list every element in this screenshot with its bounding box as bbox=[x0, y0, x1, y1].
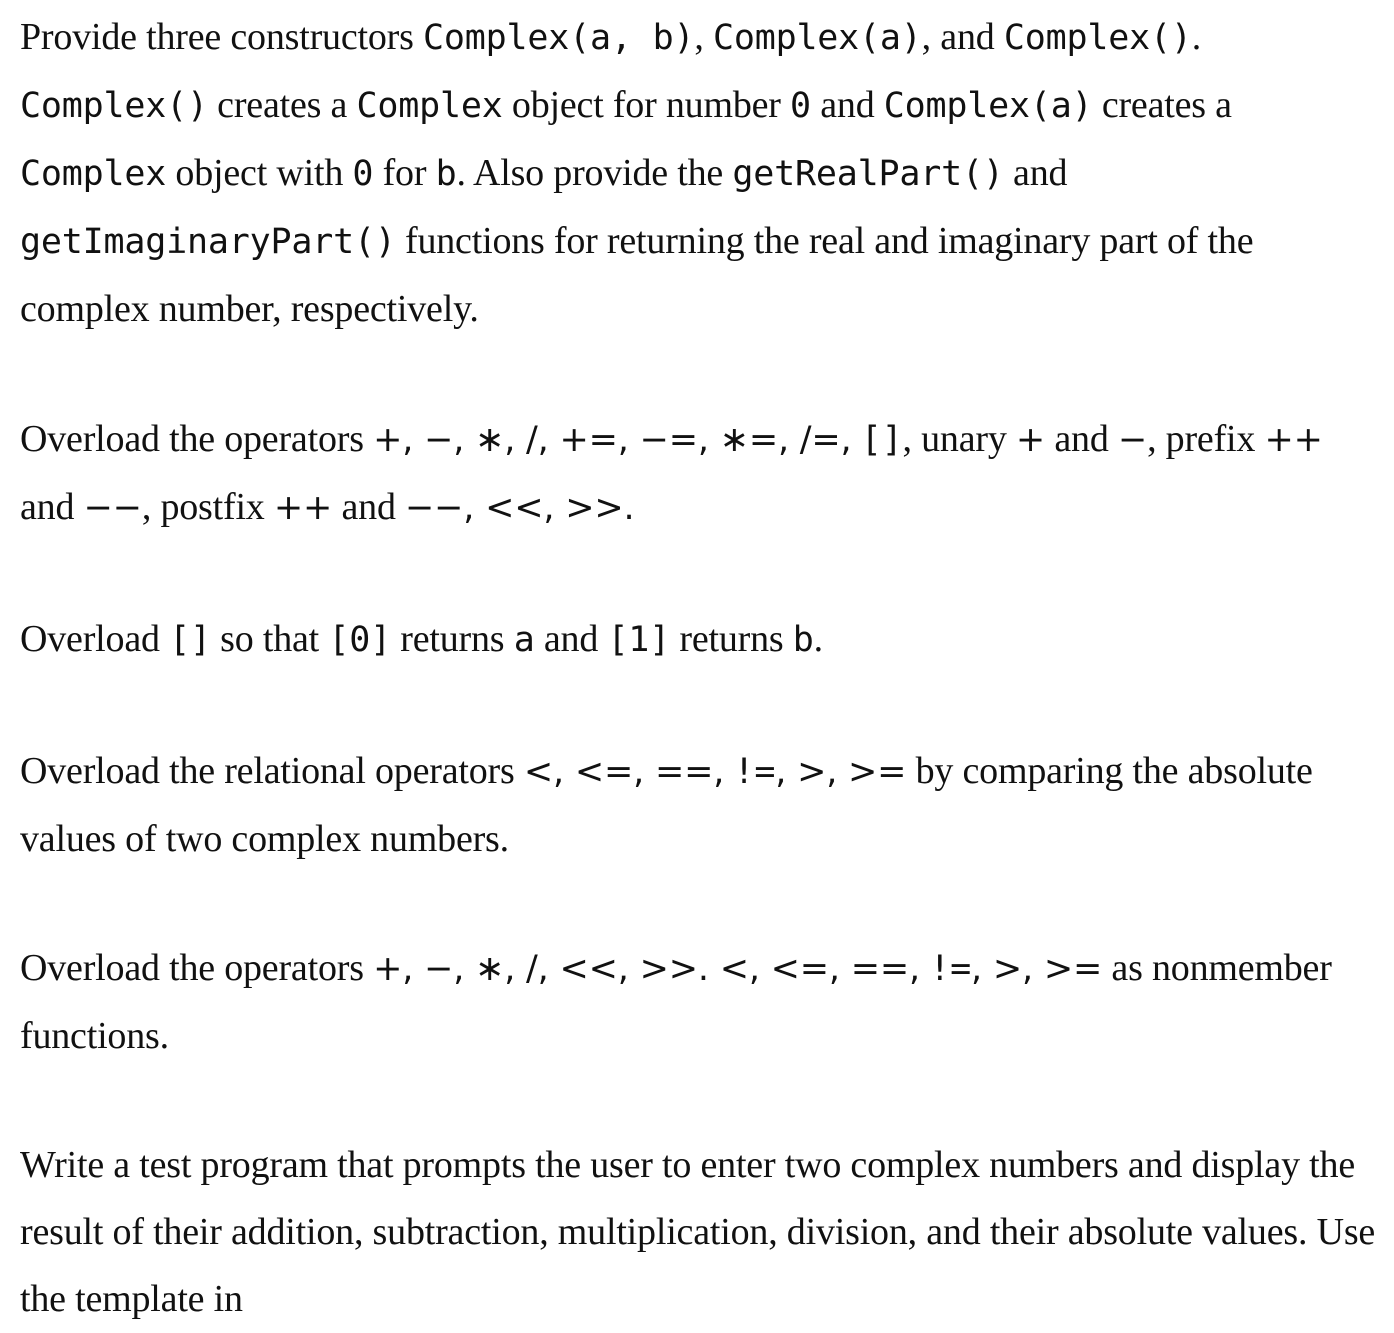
text-run: by comparing the absolute values of two complex numbers. bbox=[20, 750, 1313, 860]
inline-code: Complex(a) bbox=[883, 86, 1093, 126]
relational-operators-paragraph bbox=[20, 738, 1380, 873]
inline-code: [] bbox=[169, 620, 211, 660]
test-program-paragraph bbox=[20, 1132, 1380, 1333]
text-run: object for number bbox=[502, 84, 791, 126]
text-run: creates a bbox=[207, 84, 357, 126]
text-run: , prefix bbox=[1147, 418, 1265, 460]
inline-code: != bbox=[733, 752, 776, 792]
text-run: for bbox=[373, 152, 436, 194]
text-run bbox=[920, 947, 929, 989]
text-run: , postfix bbox=[141, 486, 274, 528]
inline-code: Complex(a, b) bbox=[423, 18, 695, 58]
document-body bbox=[20, 4, 1380, 1333]
inline-code: Complex(a) bbox=[712, 18, 922, 58]
text-run: Write a test program that prompts the user to enter two complex numbers and display the result of their addition, subtraction, multiplication, division, and their absolute values. Use the template in bbox=[20, 1144, 1376, 1320]
text-run: so that bbox=[210, 618, 329, 660]
inline-code: a bbox=[513, 620, 535, 660]
text-run: and bbox=[332, 486, 406, 528]
text-run: . bbox=[1191, 16, 1202, 58]
text-run: and bbox=[1003, 152, 1068, 194]
constructors-paragraph bbox=[20, 4, 1380, 343]
inline-code: [] bbox=[860, 420, 903, 460]
text-run: and bbox=[20, 486, 84, 528]
inline-code: Complex() bbox=[20, 86, 208, 126]
inline-code: 0 bbox=[790, 86, 811, 126]
operator-symbols: +, −, ∗, /, <<, >>. <, <=, ==, bbox=[373, 949, 920, 989]
text-run bbox=[851, 418, 860, 460]
inline-code: getRealPart() bbox=[732, 154, 1004, 194]
operator-symbols: ++ bbox=[1264, 420, 1323, 460]
operator-symbols: , >, >= bbox=[775, 752, 907, 792]
text-run: creates a bbox=[1092, 84, 1232, 126]
inline-code: Complex bbox=[356, 86, 503, 126]
text-run: . Also provide the bbox=[456, 152, 733, 194]
operator-symbols: +, −, ∗, /, +=, −=, ∗=, /=, bbox=[373, 420, 852, 460]
overload-subscript-paragraph bbox=[20, 606, 1380, 674]
text-run: . bbox=[813, 618, 823, 660]
inline-code: b bbox=[792, 620, 814, 660]
operator-symbols: −− bbox=[83, 488, 142, 528]
nonmember-functions-paragraph bbox=[20, 935, 1380, 1070]
operator-symbols: ++ bbox=[273, 488, 333, 528]
text-run: Overload the relational operators bbox=[20, 750, 524, 792]
text-run: and bbox=[810, 84, 884, 126]
text-run: , and bbox=[921, 16, 1004, 58]
text-run: Overload the operators bbox=[20, 947, 374, 989]
inline-code: b bbox=[435, 154, 457, 194]
text-run: as nonmember functions. bbox=[20, 947, 1332, 1057]
text-run: returns bbox=[670, 618, 793, 660]
text-run: object with bbox=[166, 152, 353, 194]
text-run: and bbox=[534, 618, 608, 660]
operator-symbols: <, <=, ==, bbox=[523, 752, 725, 792]
operator-symbols: + bbox=[1015, 420, 1046, 460]
inline-code: [1] bbox=[607, 620, 671, 660]
text-run: , unary bbox=[902, 418, 1016, 460]
operator-symbols: − bbox=[1117, 420, 1148, 460]
text-run: Overload bbox=[20, 618, 170, 660]
inline-code: Complex bbox=[20, 154, 167, 194]
inline-code: 0 bbox=[352, 154, 374, 194]
operator-symbols: , >, >= bbox=[971, 949, 1103, 989]
text-run: functions for returning the real and imaginary part of the complex number, respectively. bbox=[20, 220, 1254, 330]
text-run: returns bbox=[390, 618, 514, 660]
operator-symbols: −−, <<, >>. bbox=[405, 488, 635, 528]
inline-code: Complex() bbox=[1003, 18, 1192, 58]
text-run: , bbox=[694, 16, 713, 58]
overload-operators-paragraph bbox=[20, 406, 1380, 542]
text-run: and bbox=[1045, 418, 1118, 460]
inline-code: [0] bbox=[328, 620, 391, 660]
inline-code: != bbox=[929, 949, 972, 989]
text-run: Overload the operators bbox=[20, 418, 374, 460]
inline-code: getImaginaryPart() bbox=[20, 222, 396, 262]
text-run: Provide three constructors bbox=[20, 16, 423, 58]
